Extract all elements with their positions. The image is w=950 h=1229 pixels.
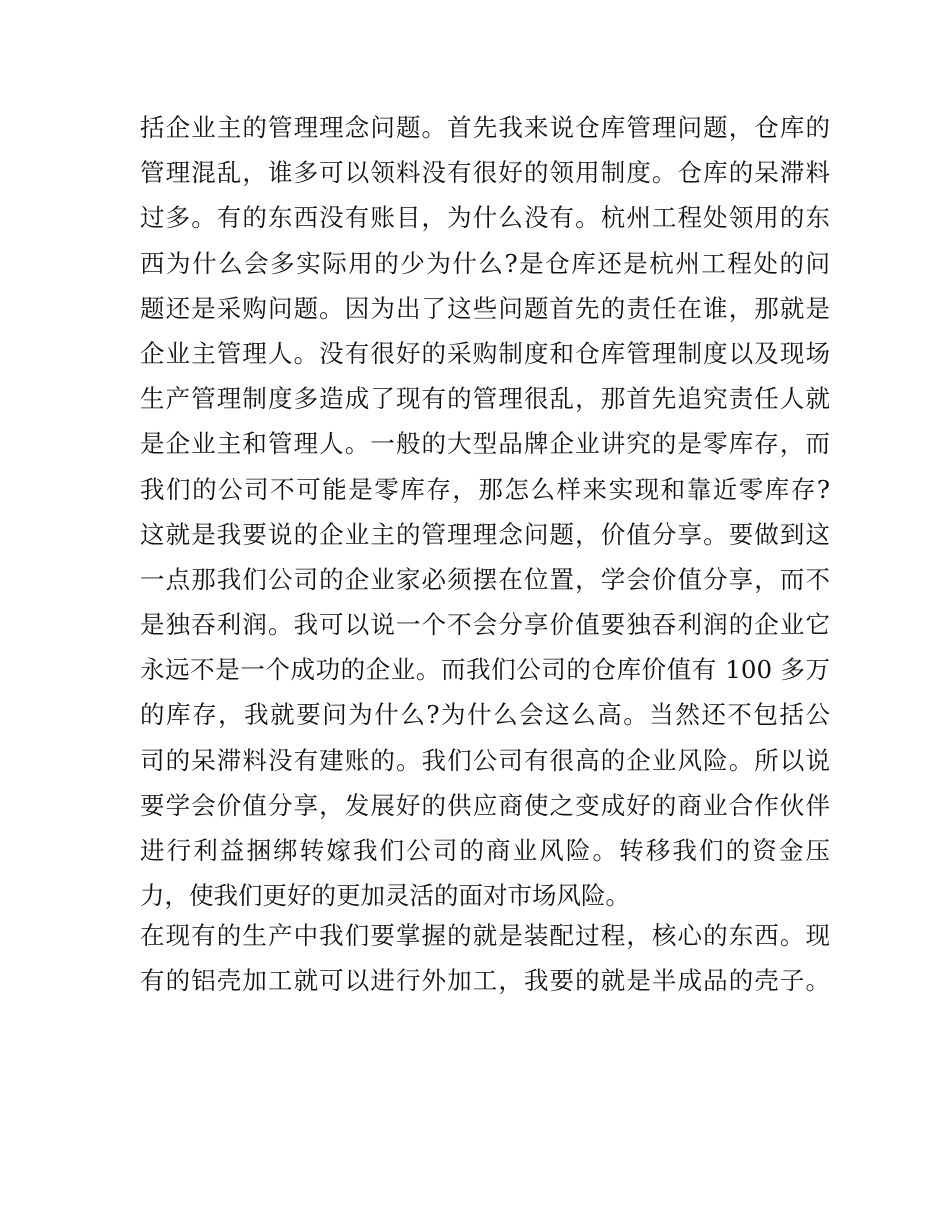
text-line: 在现有的生产中我们要掌握的就是装配过程，核心的东西。现 bbox=[140, 921, 830, 951]
text-line: 的库存，我就要问为什么?为什么会这么高。当然还不包括公 bbox=[140, 700, 830, 730]
text-line: 管理混乱，谁多可以领料没有很好的领用制度。仓库的呆滞料 bbox=[140, 158, 830, 188]
text-line: 有的铝壳加工就可以进行外加工，我要的就是半成品的壳子。 bbox=[140, 966, 830, 996]
text-line: 力，使我们更好的更加灵活的面对市场风险。 bbox=[140, 881, 630, 911]
text-line: 是企业主和管理人。一般的大型品牌企业讲究的是零库存，而 bbox=[140, 429, 830, 459]
text-line: 题还是采购问题。因为出了这些问题首先的责任在谁，那就是 bbox=[140, 293, 830, 323]
text-line: 过多。有的东西没有账目，为什么没有。杭州工程处领用的东 bbox=[140, 203, 830, 233]
text-line: 要学会价值分享，发展好的供应商使之变成好的商业合作伙伴 bbox=[140, 790, 830, 820]
text-line: 企业主管理人。没有很好的采购制度和仓库管理制度以及现场 bbox=[140, 338, 830, 368]
text-line: 是独吞利润。我可以说一个不会分享价值要独吞利润的企业它 bbox=[140, 610, 830, 640]
text-line: 永远不是一个成功的企业。而我们公司的仓库价值有 100 多万 bbox=[140, 655, 830, 685]
text-line: 括企业主的管理理念问题。首先我来说仓库管理问题，仓库的 bbox=[140, 113, 830, 142]
text-line: 生产管理制度多造成了现有的管理很乱，那首先追究责任人就 bbox=[140, 384, 830, 414]
paragraph bbox=[140, 108, 830, 916]
body-text bbox=[140, 108, 830, 1007]
text-line: 西为什么会多实际用的少为什么?是仓库还是杭州工程处的问 bbox=[140, 248, 830, 278]
text-line: 进行利益捆绑转嫁我们公司的商业风险。转移我们的资金压 bbox=[140, 836, 830, 865]
text-line: 我们的公司不可能是零库存，那怎么样来实现和靠近零库存? bbox=[140, 474, 830, 504]
text-line: 这就是我要说的企业主的管理理念问题，价值分享。要做到这 bbox=[140, 519, 830, 549]
paragraph bbox=[140, 916, 830, 1001]
text-line: 司的呆滞料没有建账的。我们公司有很高的企业风险。所以说 bbox=[140, 745, 830, 775]
text-line: 一点那我们公司的企业家必须摆在位置，学会价值分享，而不 bbox=[140, 564, 830, 594]
